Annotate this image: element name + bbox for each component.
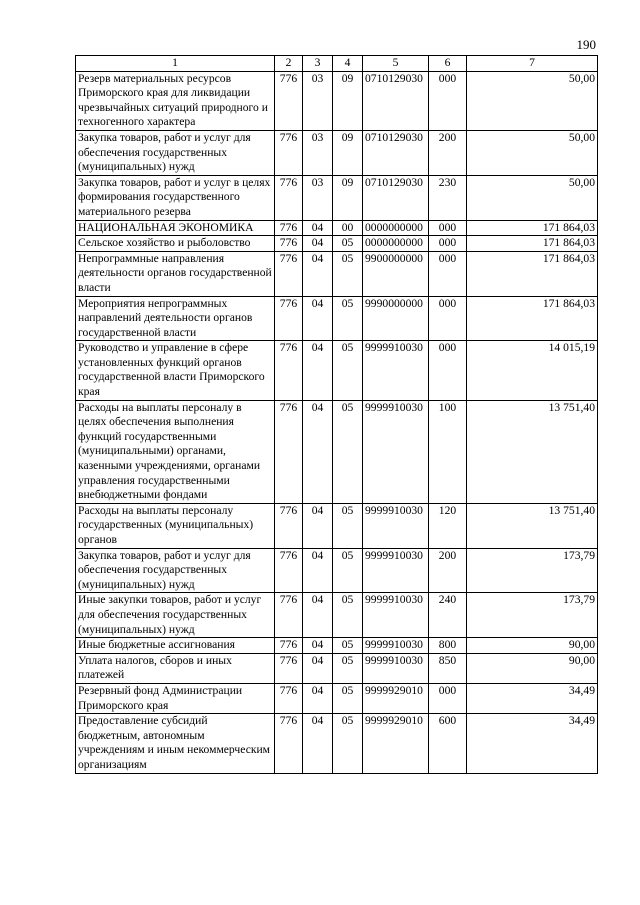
expense-type-code-cell: 230 [429, 175, 467, 220]
table-body [76, 71, 598, 773]
subsection-code-cell: 05 [333, 638, 363, 654]
target-article-code-cell: 0710129030 [363, 175, 429, 220]
section-code-cell: 04 [303, 593, 333, 638]
section-code-cell: 04 [303, 714, 333, 773]
expense-name-cell: Иные бюджетные ассигнования [76, 638, 275, 654]
amount-cell: 50,00 [467, 175, 598, 220]
expense-type-code-cell: 000 [429, 341, 467, 400]
expense-name-cell: Резервный фонд Администрации Приморского края [76, 683, 275, 713]
amount-cell: 34,49 [467, 683, 598, 713]
table-row [76, 236, 598, 252]
expense-name-cell: Закупка товаров, работ и услуг для обеспечения государственных (муниципальных) нужд [76, 548, 275, 593]
subsection-code-cell: 05 [333, 714, 363, 773]
table-row [76, 653, 598, 683]
target-article-code-cell: 9999929010 [363, 714, 429, 773]
subsection-code-cell: 05 [333, 251, 363, 296]
table-row [76, 71, 598, 130]
amount-cell: 173,79 [467, 593, 598, 638]
column-header-4: 4 [333, 56, 363, 72]
section-code-cell: 04 [303, 220, 333, 236]
amount-cell: 13 751,40 [467, 503, 598, 548]
target-article-code-cell: 9999910030 [363, 503, 429, 548]
department-code-cell: 776 [275, 130, 303, 175]
section-code-cell: 03 [303, 71, 333, 130]
table-row [76, 296, 598, 341]
section-code-cell: 04 [303, 638, 333, 654]
budget-table [75, 55, 598, 774]
subsection-code-cell: 05 [333, 400, 363, 503]
column-header-5: 5 [363, 56, 429, 72]
expense-name-cell: Иные закупки товаров, работ и услуг для обеспечения государственных (муниципальных) нужд [76, 593, 275, 638]
department-code-cell: 776 [275, 175, 303, 220]
subsection-code-cell: 05 [333, 341, 363, 400]
department-code-cell: 776 [275, 548, 303, 593]
department-code-cell: 776 [275, 593, 303, 638]
expense-type-code-cell: 000 [429, 71, 467, 130]
expense-name-cell: Расходы на выплаты персоналу в целях обеспечения выполнения функций государственными (муниципальными) органами, казенными учреждениями, органами управления государственными внебюджетными фондами [76, 400, 275, 503]
amount-cell: 171 864,03 [467, 251, 598, 296]
table-row [76, 341, 598, 400]
expense-type-code-cell: 100 [429, 400, 467, 503]
section-code-cell: 03 [303, 130, 333, 175]
table-row [76, 593, 598, 638]
target-article-code-cell: 9999910030 [363, 548, 429, 593]
subsection-code-cell: 09 [333, 130, 363, 175]
column-header-7: 7 [467, 56, 598, 72]
expense-name-cell: Непрограммные направления деятельности органов государственной власти [76, 251, 275, 296]
column-header-6: 6 [429, 56, 467, 72]
target-article-code-cell: 0000000000 [363, 220, 429, 236]
table-row [76, 548, 598, 593]
amount-cell: 171 864,03 [467, 220, 598, 236]
department-code-cell: 776 [275, 251, 303, 296]
department-code-cell: 776 [275, 220, 303, 236]
column-number-header-row [76, 56, 598, 72]
subsection-code-cell: 05 [333, 593, 363, 638]
table-row [76, 638, 598, 654]
expense-name-cell: Уплата налогов, сборов и иных платежей [76, 653, 275, 683]
column-header-1: 1 [76, 56, 275, 72]
subsection-code-cell: 05 [333, 503, 363, 548]
amount-cell: 13 751,40 [467, 400, 598, 503]
table-row [76, 400, 598, 503]
expense-type-code-cell: 200 [429, 130, 467, 175]
department-code-cell: 776 [275, 400, 303, 503]
target-article-code-cell: 9999910030 [363, 653, 429, 683]
expense-type-code-cell: 000 [429, 683, 467, 713]
expense-type-code-cell: 600 [429, 714, 467, 773]
section-code-cell: 04 [303, 236, 333, 252]
subsection-code-cell: 05 [333, 653, 363, 683]
expense-type-code-cell: 800 [429, 638, 467, 654]
department-code-cell: 776 [275, 503, 303, 548]
subsection-code-cell: 05 [333, 548, 363, 593]
expense-type-code-cell: 120 [429, 503, 467, 548]
amount-cell: 90,00 [467, 638, 598, 654]
target-article-code-cell: 0000000000 [363, 236, 429, 252]
expense-name-cell: Предоставление субсидий бюджетным, автономным учреждениям и иным некоммерческим организациям [76, 714, 275, 773]
amount-cell: 14 015,19 [467, 341, 598, 400]
page-number: 190 [576, 37, 596, 52]
amount-cell: 173,79 [467, 548, 598, 593]
department-code-cell: 776 [275, 236, 303, 252]
department-code-cell: 776 [275, 653, 303, 683]
amount-cell: 50,00 [467, 130, 598, 175]
expense-type-code-cell: 000 [429, 236, 467, 252]
section-code-cell: 04 [303, 653, 333, 683]
target-article-code-cell: 0710129030 [363, 130, 429, 175]
target-article-code-cell: 9990000000 [363, 296, 429, 341]
expense-name-cell: Сельское хозяйство и рыболовство [76, 236, 275, 252]
column-header-3: 3 [303, 56, 333, 72]
department-code-cell: 776 [275, 71, 303, 130]
section-code-cell: 04 [303, 503, 333, 548]
expense-name-cell: Руководство и управление в сфере установленных функций органов государственной власти Приморского края [76, 341, 275, 400]
expense-type-code-cell: 240 [429, 593, 467, 638]
amount-cell: 171 864,03 [467, 296, 598, 341]
subsection-code-cell: 05 [333, 683, 363, 713]
expense-name-cell: Мероприятия непрограммных направлений деятельности органов государственной власти [76, 296, 275, 341]
table-row [76, 503, 598, 548]
subsection-code-cell: 00 [333, 220, 363, 236]
section-code-cell: 04 [303, 683, 333, 713]
amount-cell: 90,00 [467, 653, 598, 683]
expense-type-code-cell: 000 [429, 220, 467, 236]
table-row [76, 714, 598, 773]
target-article-code-cell: 9900000000 [363, 251, 429, 296]
department-code-cell: 776 [275, 296, 303, 341]
subsection-code-cell: 09 [333, 175, 363, 220]
amount-cell: 50,00 [467, 71, 598, 130]
target-article-code-cell: 9999929010 [363, 683, 429, 713]
expense-name-cell: НАЦИОНАЛЬНАЯ ЭКОНОМИКА [76, 220, 275, 236]
department-code-cell: 776 [275, 341, 303, 400]
subsection-code-cell: 05 [333, 236, 363, 252]
department-code-cell: 776 [275, 638, 303, 654]
expense-name-cell: Расходы на выплаты персоналу государственных (муниципальных) органов [76, 503, 275, 548]
department-code-cell: 776 [275, 714, 303, 773]
subsection-code-cell: 09 [333, 71, 363, 130]
amount-cell: 171 864,03 [467, 236, 598, 252]
section-code-cell: 03 [303, 175, 333, 220]
expense-type-code-cell: 000 [429, 296, 467, 341]
section-code-cell: 04 [303, 548, 333, 593]
table-row [76, 220, 598, 236]
section-code-cell: 04 [303, 341, 333, 400]
subsection-code-cell: 05 [333, 296, 363, 341]
table-row [76, 175, 598, 220]
section-code-cell: 04 [303, 251, 333, 296]
target-article-code-cell: 9999910030 [363, 341, 429, 400]
target-article-code-cell: 9999910030 [363, 400, 429, 503]
table-row [76, 251, 598, 296]
expense-name-cell: Закупка товаров, работ и услуг для обеспечения государственных (муниципальных) нужд [76, 130, 275, 175]
expense-type-code-cell: 000 [429, 251, 467, 296]
expense-type-code-cell: 850 [429, 653, 467, 683]
expense-name-cell: Закупка товаров, работ и услуг в целях формирования государственного материального резерва [76, 175, 275, 220]
table-row [76, 130, 598, 175]
target-article-code-cell: 9999910030 [363, 638, 429, 654]
department-code-cell: 776 [275, 683, 303, 713]
section-code-cell: 04 [303, 296, 333, 341]
expense-type-code-cell: 200 [429, 548, 467, 593]
amount-cell: 34,49 [467, 714, 598, 773]
target-article-code-cell: 9999910030 [363, 593, 429, 638]
table-row [76, 683, 598, 713]
section-code-cell: 04 [303, 400, 333, 503]
target-article-code-cell: 0710129030 [363, 71, 429, 130]
column-header-2: 2 [275, 56, 303, 72]
expense-name-cell: Резерв материальных ресурсов Приморского края для ликвидации чрезвычайных ситуаций природного и техногенного характера [76, 71, 275, 130]
